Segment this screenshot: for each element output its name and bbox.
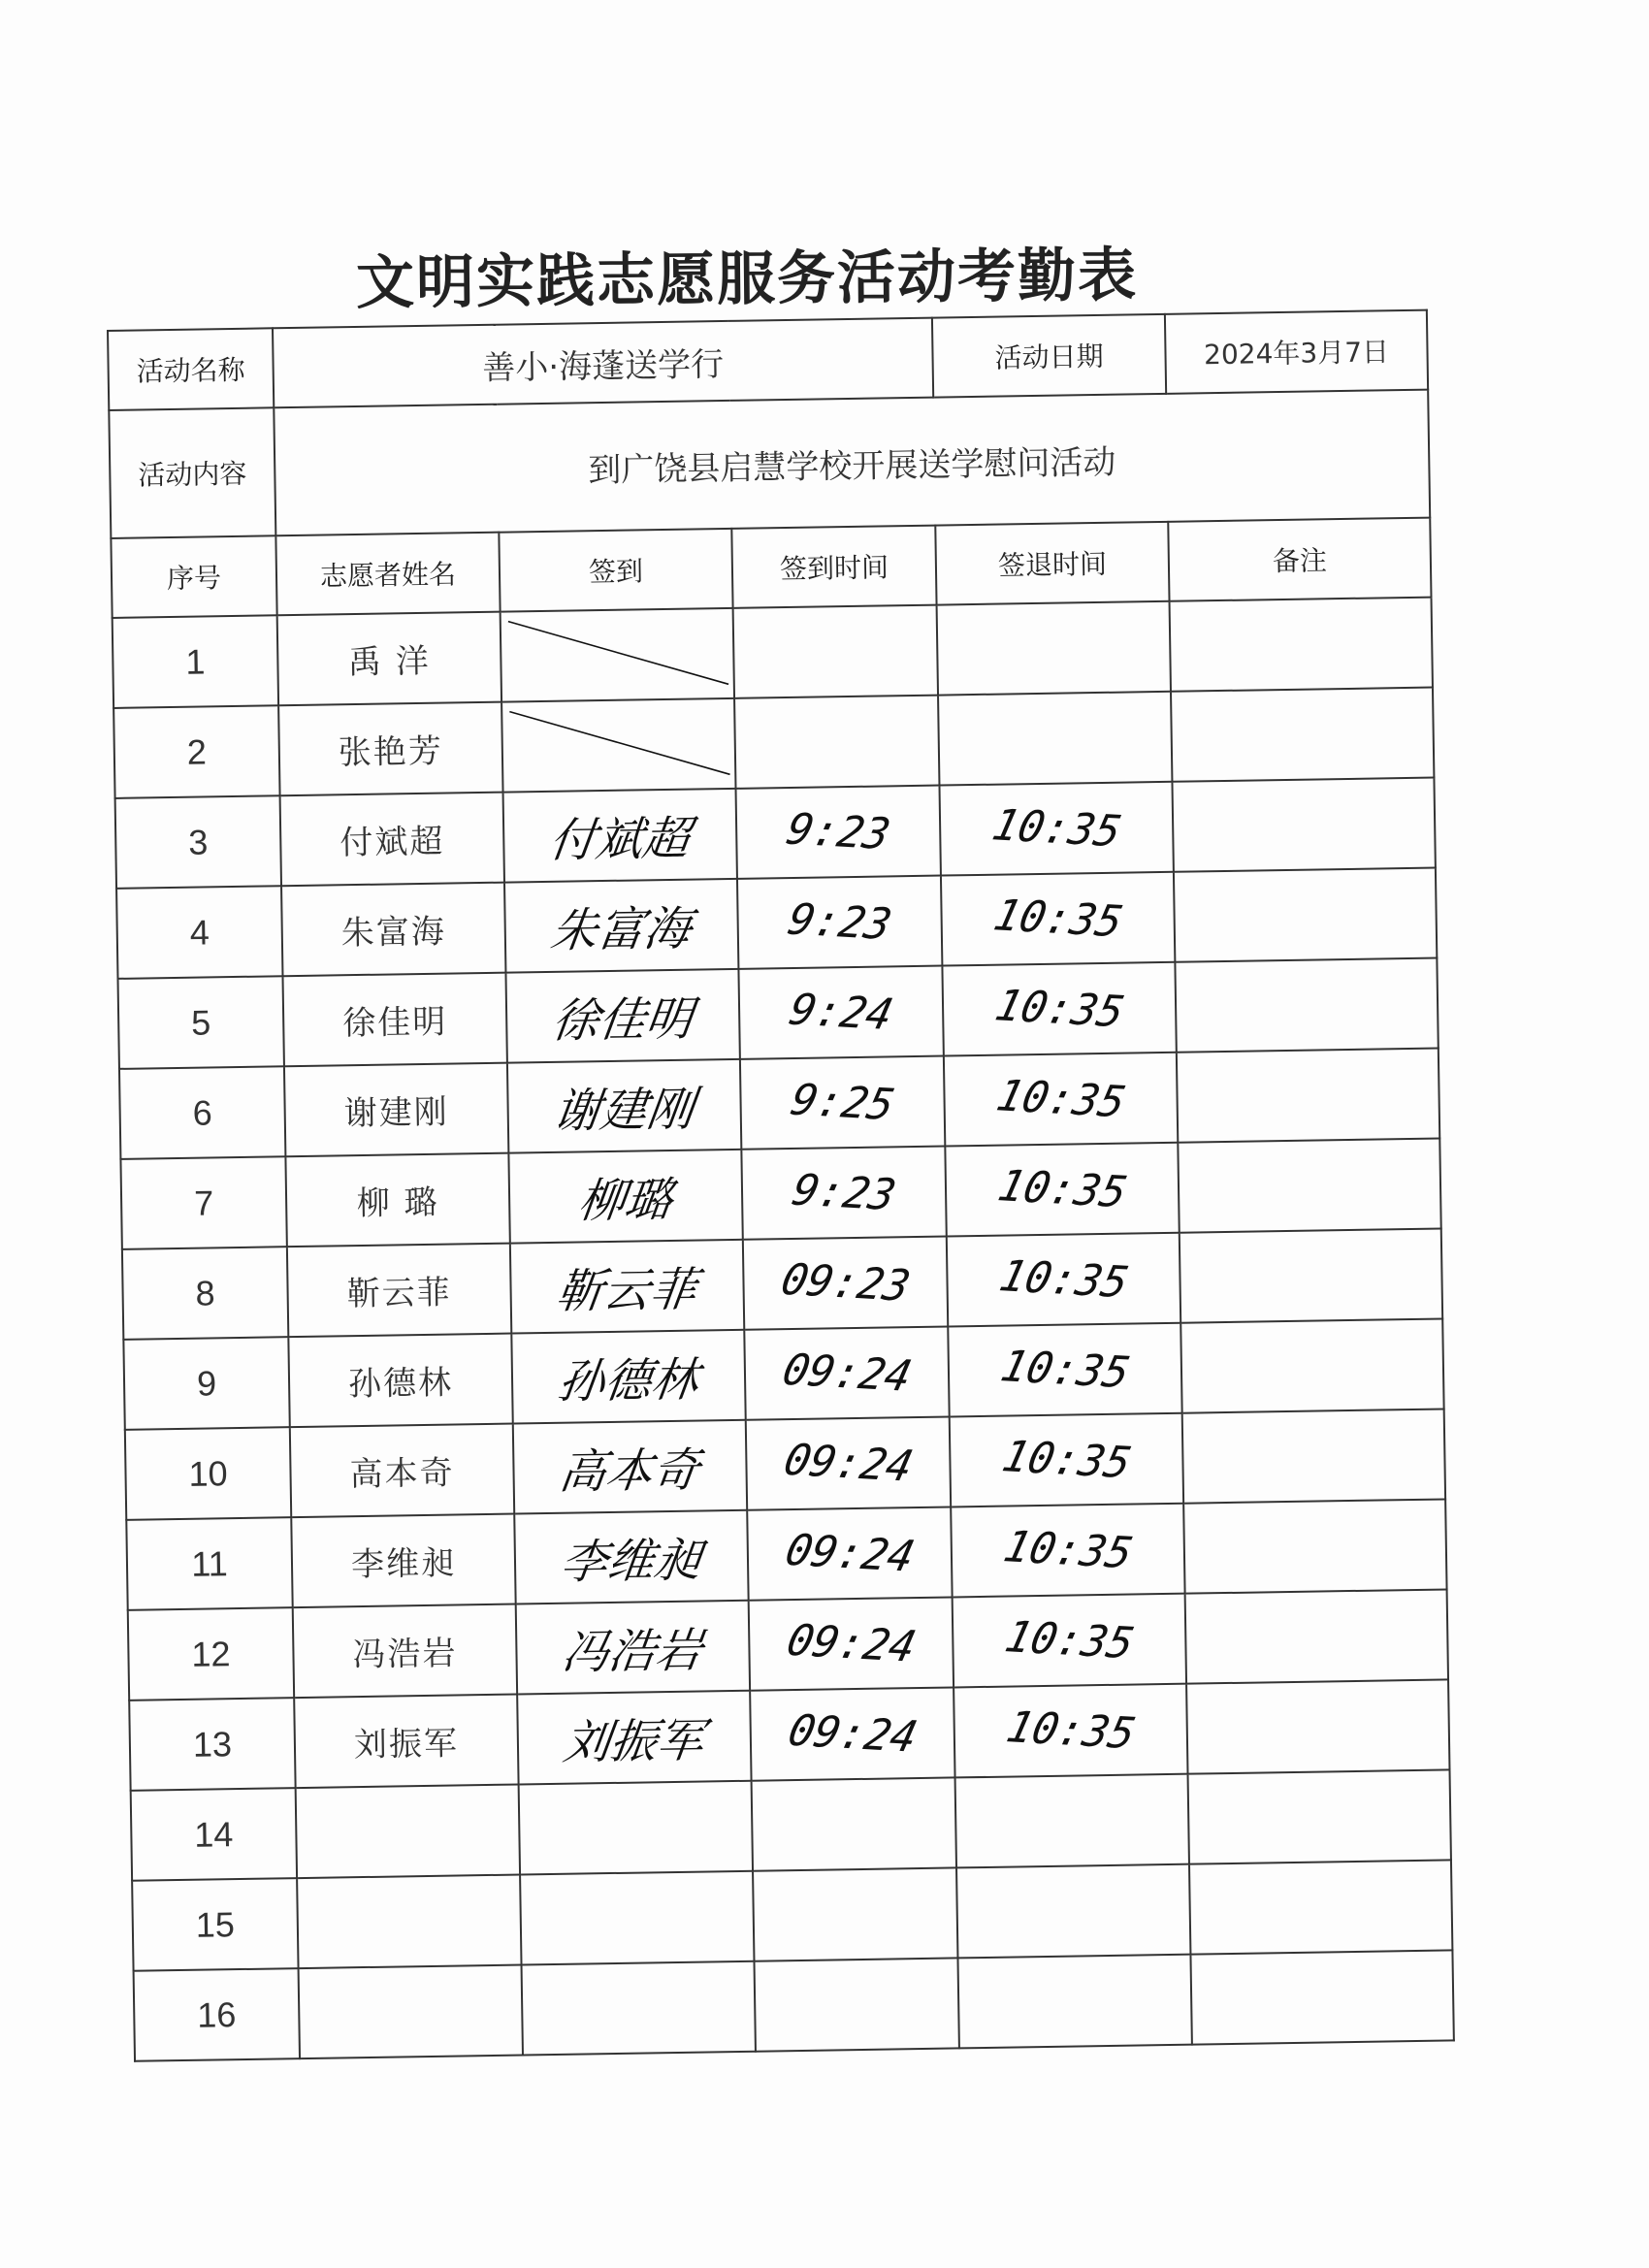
note-cell: [1171, 688, 1434, 782]
note-cell: [1188, 1769, 1451, 1863]
checkin-time-cell: [733, 605, 938, 698]
checkout-time: 10:35: [997, 1431, 1136, 1489]
note-cell: [1178, 1139, 1440, 1233]
row-number-cell: [118, 976, 284, 1069]
attendance-table: [107, 309, 1455, 2062]
checkout-time-cell: [958, 1955, 1192, 2049]
checkin-time-cell: [747, 1507, 952, 1600]
note-cell: [1190, 1950, 1453, 2044]
signature-cell: [516, 1601, 750, 1695]
signature-cell: [503, 789, 737, 883]
volunteer-name: 高本奇: [349, 1453, 455, 1495]
signature: 谢建刚: [550, 1082, 697, 1139]
checkout-time: 10:35: [987, 800, 1126, 858]
col-header-checkout-time: 签退时间: [935, 522, 1169, 605]
checkout-time-cell: [953, 1594, 1186, 1688]
signature: 朱富海: [547, 901, 695, 958]
col-header-sign: 签到: [499, 529, 732, 612]
checkin-time-cell: [744, 1327, 949, 1420]
volunteer-name-cell: [282, 973, 506, 1067]
row-number: 13: [192, 1723, 233, 1765]
volunteer-name-cell: [291, 1514, 515, 1608]
signature: 靳云菲: [553, 1262, 700, 1319]
row-number-cell: [125, 1427, 291, 1520]
row-number: 3: [187, 821, 209, 862]
signature-cell: [513, 1420, 747, 1514]
note-cell: [1180, 1229, 1442, 1323]
row-number: 5: [190, 1001, 211, 1043]
row-number-cell: [120, 1156, 286, 1249]
row-number-cell: [115, 795, 281, 889]
activity-content-label: 活动内容: [109, 407, 275, 538]
volunteer-name: 刘振军: [353, 1724, 460, 1766]
attendance-rows: [113, 598, 1454, 2061]
checkout-time: 10:35: [989, 981, 1129, 1038]
row-number-cell: [132, 1878, 298, 1971]
volunteer-name: 朱富海: [340, 912, 447, 954]
activity-name-label: 活动名称: [108, 328, 274, 410]
signature-cell: [519, 1781, 753, 1875]
page-title: 文明实践志愿服务活动考勤表: [355, 241, 1139, 318]
checkout-time: 10:35: [1000, 1611, 1139, 1669]
checkin-time-cell: [749, 1597, 954, 1690]
checkin-time: 09:24: [782, 1615, 921, 1672]
checkout-time-cell: [944, 1053, 1178, 1147]
row-number-cell: [119, 1066, 285, 1159]
attendance-sheet: [107, 309, 1453, 2076]
checkin-time: 09:23: [776, 1254, 915, 1312]
checkout-time-cell: [947, 1233, 1180, 1327]
volunteer-name-cell: [281, 883, 505, 977]
volunteer-name-cell: [293, 1604, 517, 1699]
signature: 刘振军: [560, 1713, 707, 1770]
checkout-time-cell: [941, 872, 1175, 966]
volunteer-name: 李维昶: [350, 1543, 457, 1585]
header-row-content: [109, 390, 1430, 538]
signature: 高本奇: [556, 1442, 703, 1500]
signature-cell: [511, 1330, 745, 1424]
checkout-time: 10:35: [988, 891, 1127, 948]
checkout-time-cell: [955, 1774, 1189, 1868]
volunteer-name-cell: [294, 1695, 518, 1789]
checkin-time-cell: [746, 1416, 951, 1509]
note-cell: [1172, 778, 1435, 872]
volunteer-name-cell: [280, 793, 504, 887]
row-number-cell: [122, 1247, 288, 1340]
row-number-cell: [129, 1698, 295, 1791]
checkin-time-cell: [740, 1056, 945, 1150]
signature: 徐佳明: [549, 991, 696, 1049]
signature-cell: [501, 698, 735, 793]
checkout-time-cell: [938, 692, 1172, 786]
activity-date-label: 活动日期: [932, 314, 1166, 398]
signature-cell: [501, 608, 734, 702]
signature: 孙德林: [554, 1352, 701, 1409]
checkout-time-cell: [945, 1143, 1179, 1237]
volunteer-name: 徐佳明: [341, 1002, 448, 1044]
note-cell: [1170, 598, 1433, 692]
table-row: [134, 1950, 1454, 2060]
checkout-time-cell: [954, 1684, 1187, 1778]
note-cell: [1185, 1589, 1448, 1683]
volunteer-name-cell: [278, 702, 502, 796]
col-header-no: 序号: [111, 535, 276, 618]
signature: 李维昶: [557, 1533, 704, 1590]
checkin-time-cell: [737, 876, 942, 969]
row-number: 2: [186, 730, 208, 772]
checkout-time-cell: [956, 1864, 1190, 1959]
volunteer-name: 靳云菲: [346, 1273, 452, 1314]
note-cell: [1175, 958, 1438, 1053]
signature-cell: [522, 1961, 756, 2056]
volunteer-name-cell: [277, 612, 501, 706]
volunteer-name: 谢建刚: [343, 1092, 450, 1134]
col-header-name: 志愿者姓名: [275, 533, 500, 616]
row-number: 9: [196, 1362, 217, 1404]
volunteer-name: 孙德林: [347, 1363, 454, 1405]
volunteer-name: 冯浩岩: [352, 1634, 458, 1675]
activity-content-value: 到广饶县启慧学校开展送学慰问活动: [274, 390, 1430, 536]
volunteer-name-cell: [285, 1153, 509, 1247]
signature-cell: [505, 969, 739, 1063]
volunteer-name-cell: [288, 1334, 512, 1428]
checkout-time-cell: [940, 782, 1174, 876]
checkin-time-cell: [738, 966, 943, 1059]
row-number-cell: [123, 1337, 289, 1430]
volunteer-name-cell: [284, 1063, 508, 1157]
signature-cell: [520, 1871, 754, 1965]
signature-cell: [510, 1240, 744, 1334]
note-cell: [1174, 868, 1437, 962]
row-number-cell: [126, 1517, 292, 1610]
row-number: 11: [190, 1542, 228, 1584]
volunteer-name: 柳 璐: [356, 1183, 439, 1224]
checkin-time-cell: [741, 1147, 946, 1240]
checkin-time-cell: [743, 1237, 948, 1330]
checkin-time-cell: [734, 696, 939, 789]
checkin-time-cell: [736, 786, 941, 879]
checkout-time: 10:35: [991, 1071, 1130, 1128]
volunteer-name-cell: [297, 1875, 521, 1969]
checkin-time: 09:24: [779, 1435, 918, 1492]
strike-line: [508, 618, 728, 688]
row-number-cell: [128, 1607, 294, 1701]
volunteer-name: 张艳芳: [338, 731, 444, 773]
row-number-cell: [113, 615, 278, 708]
signature-cell: [517, 1691, 751, 1785]
signature: 付斌超: [546, 811, 694, 868]
row-number: 6: [192, 1091, 213, 1133]
volunteer-name: 付斌超: [340, 822, 445, 863]
signature-cell: [514, 1510, 748, 1604]
note-cell: [1180, 1318, 1443, 1412]
row-number-cell: [131, 1788, 297, 1881]
note-cell: [1183, 1499, 1446, 1593]
volunteer-name-cell: [287, 1244, 511, 1338]
row-number: 8: [195, 1272, 215, 1313]
checkout-time: 10:35: [994, 1250, 1133, 1309]
signature-cell: [508, 1150, 742, 1244]
checkout-time: 10:35: [1001, 1701, 1141, 1760]
checkin-time: 9:23: [787, 1165, 901, 1221]
activity-name-value: 善小·海蓬送学行: [273, 318, 933, 408]
checkout-time-cell: [942, 962, 1176, 1056]
checkin-time: 9:25: [786, 1075, 899, 1131]
col-header-note: 备注: [1168, 518, 1431, 601]
note-cell: [1189, 1860, 1452, 1954]
note-cell: [1186, 1679, 1449, 1773]
checkin-time-cell: [750, 1687, 954, 1780]
checkin-time: 09:24: [783, 1705, 922, 1763]
checkout-time-cell: [950, 1413, 1183, 1507]
checkin-time: 9:23: [783, 894, 896, 951]
checkout-time-cell: [937, 601, 1171, 696]
volunteer-name-cell: [290, 1424, 514, 1518]
checkin-time: 09:24: [777, 1345, 917, 1402]
note-cell: [1182, 1409, 1445, 1503]
checkin-time-cell: [753, 1867, 957, 1960]
checkin-time-cell: [754, 1958, 958, 2051]
row-number: 1: [185, 640, 206, 682]
volunteer-name-cell: [299, 1964, 523, 2058]
checkout-time-cell: [948, 1323, 1181, 1417]
signature: 柳璐: [575, 1172, 676, 1229]
signature-cell: [507, 1059, 741, 1153]
row-number-cell: [113, 705, 279, 798]
checkout-time: 10:35: [998, 1521, 1138, 1579]
checkin-time-cell: [752, 1777, 956, 1870]
row-number-cell: [116, 886, 282, 979]
row-number: 10: [188, 1452, 228, 1494]
row-number: 14: [194, 1813, 234, 1855]
signature: 冯浩岩: [559, 1623, 706, 1680]
row-number: 7: [193, 1182, 214, 1223]
checkout-time-cell: [951, 1504, 1184, 1598]
checkin-time: 9:24: [785, 985, 898, 1041]
signature-cell: [504, 879, 738, 973]
row-number: 4: [189, 911, 210, 953]
strike-through-mark: [502, 699, 734, 792]
row-number: 15: [195, 1903, 236, 1945]
checkin-time: 09:24: [780, 1525, 920, 1582]
row-number-cell: [134, 1968, 300, 2061]
row-number: 16: [196, 1993, 237, 2035]
checkin-time: 9:23: [782, 804, 895, 860]
note-cell: [1177, 1049, 1439, 1143]
volunteer-name-cell: [296, 1785, 520, 1879]
checkout-time: 10:35: [995, 1341, 1135, 1399]
checkout-time: 10:35: [992, 1161, 1132, 1218]
volunteer-name: 禹 洋: [347, 641, 432, 683]
activity-date-value: 2024年3月7日: [1165, 310, 1428, 394]
strike-through-mark: [501, 609, 733, 701]
row-number: 12: [191, 1633, 231, 1674]
strike-line: [509, 708, 729, 778]
col-header-checkin-time: 签到时间: [731, 526, 936, 608]
